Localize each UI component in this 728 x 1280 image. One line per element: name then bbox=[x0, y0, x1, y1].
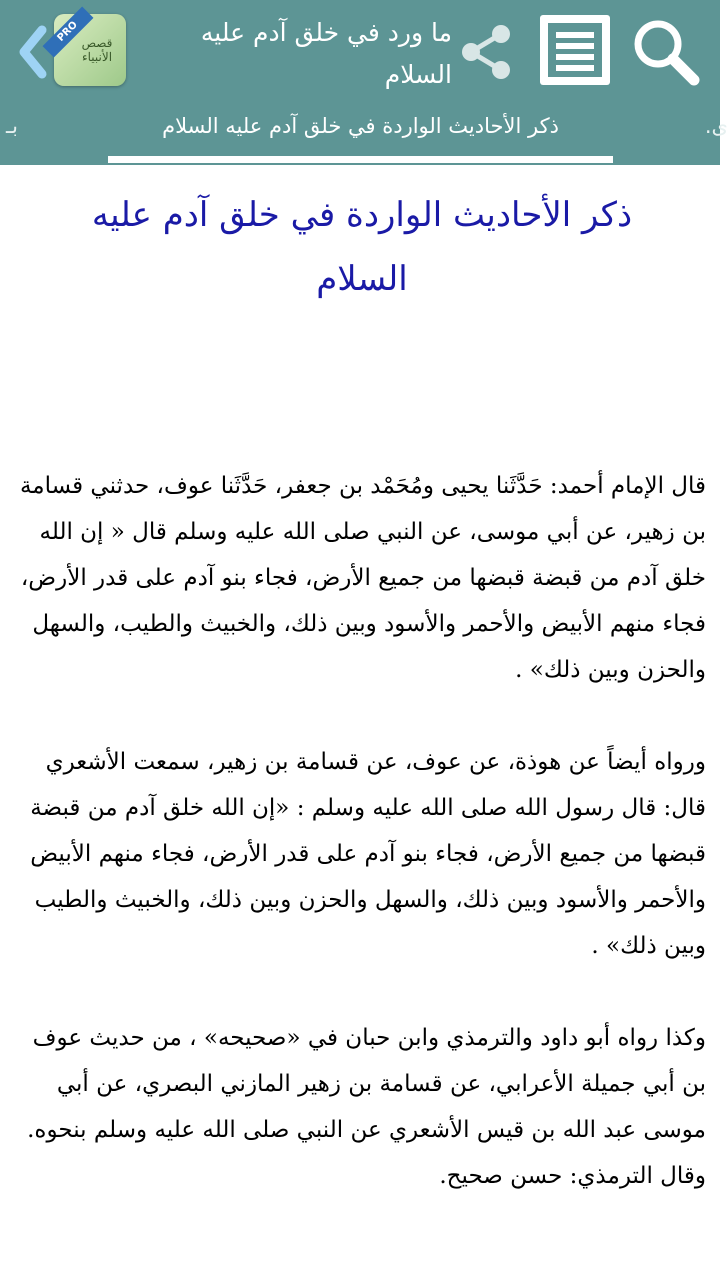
page-title: ما ورد في خلق آدم عليه السلام bbox=[200, 18, 452, 89]
menu-icon[interactable] bbox=[540, 15, 610, 85]
tab-bar bbox=[0, 104, 728, 164]
hadith-paragraph-3: وكذا رواه أبو داود والترمذي وابن حبان في «صحيحه» ، من حديث عوف بن أبي جميلة الأعرابي، عن قسامة بن زهير المازني البصري، عن أبي موسى عبد الله بن قيس الأشعري عن النبي صلى الله عليه وسلم بنحوه. وقال الترمذي: حسن صحيح. bbox=[27, 1025, 706, 1189]
share-icon[interactable] bbox=[454, 20, 518, 84]
tab-previous[interactable]: بـ bbox=[6, 114, 18, 138]
app-bar bbox=[0, 0, 728, 165]
chapter-title: ذكر الأحاديث الواردة في خلق آدم عليه السلام bbox=[91, 195, 633, 299]
pro-badge: PRO bbox=[43, 7, 94, 58]
article-content[interactable] bbox=[18, 165, 706, 1199]
app-logo[interactable] bbox=[54, 14, 126, 86]
search-icon[interactable] bbox=[628, 14, 704, 90]
hadith-paragraph-1: قال الإمام أحمد: حَدَّثَنا يحيى ومُحَمْد بن جعفر، حَدَّثَنا عوف، حدثني قسامة بن زهير، عن أبي موسى، عن النبي صلى الله عليه وسلم قال « إن الله خلق آدم من قبضة قبضها من جميع الأرض، فجاء بنو آدم على قدر الأرض، فجاء منهم الأبيض والأحمر والأسود وبين ذلك، والخبيث والطيب، والسهل والحزن وبين ذلك» . bbox=[19, 473, 706, 683]
tab-current[interactable]: ذكر الأحاديث الواردة في خلق آدم عليه السلام bbox=[162, 114, 559, 138]
app-logo-text: قصص الأنبياء bbox=[81, 36, 113, 64]
tab-next[interactable]: ى. bbox=[704, 114, 728, 138]
tab-indicator bbox=[108, 156, 613, 163]
hadith-paragraph-2: ورواه أيضاً عن هوذة، عن عوف، عن قسامة بن زهير، سمعت الأشعري قال: قال رسول الله صلى الله عليه وسلم : «إن الله خلق آدم من قبضة قبضها من جميع الأرض، فجاء بنو آدم على قدر الأرض، فجاء منهم الأبيض والأحمر والأسود وبين ذلك، والسهل والحزن وبين ذلك، والخبيث والطيب وبين ذلك» . bbox=[30, 749, 706, 959]
